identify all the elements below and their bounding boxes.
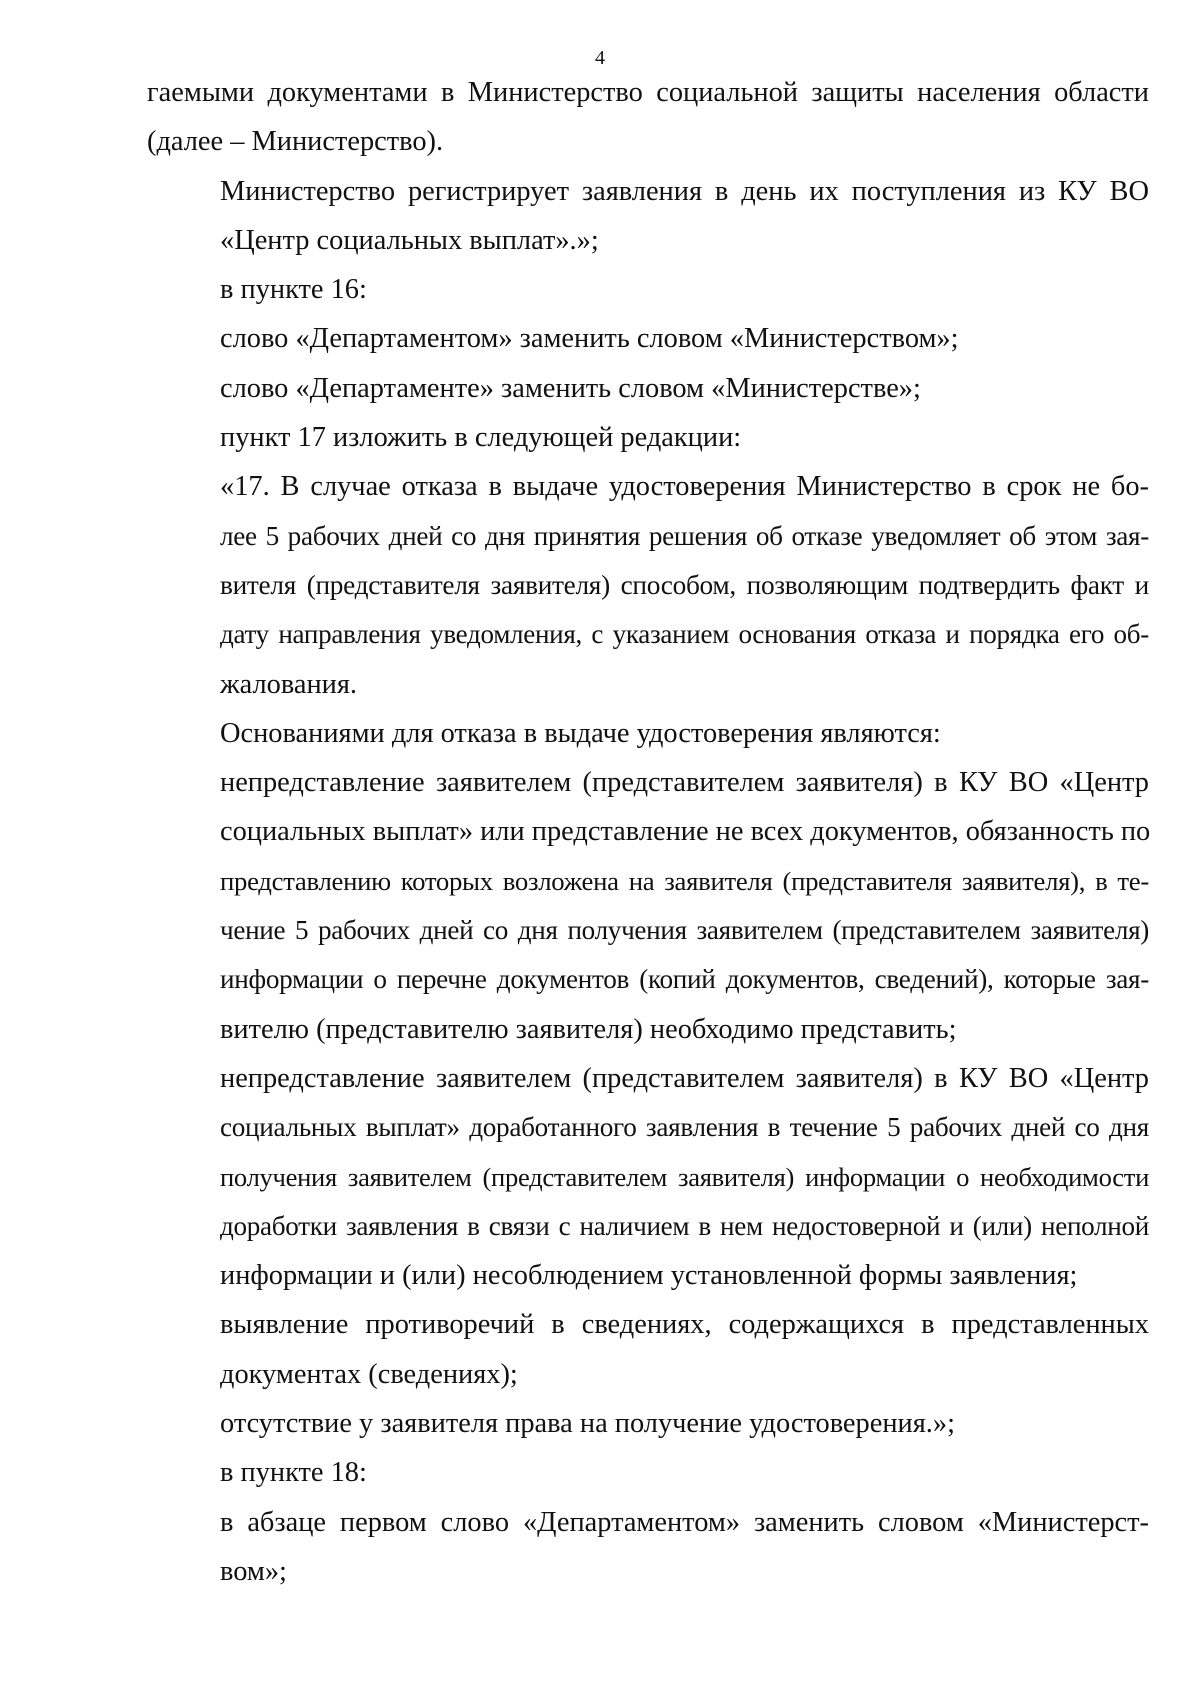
paragraph (147, 1498, 1149, 1597)
paragraph (147, 758, 1149, 1054)
paragraph (147, 265, 1149, 314)
text-line: выявление противоречий в сведениях, содержащихся в представленных (220, 1309, 1149, 1341)
text-line: в пункте 18: (220, 1457, 367, 1489)
text-line: дату направления уведомления, с указанием основания отказа и порядка его об- (220, 619, 1149, 650)
paragraph (147, 1054, 1149, 1300)
text-line: получения заявителем (представителем заявителя) информации о необходимости (220, 1161, 1149, 1192)
paragraph (147, 1300, 1149, 1399)
text-line: отсутствие у заявителя права на получение удостоверения.»; (220, 1408, 955, 1440)
paragraph (147, 314, 1149, 363)
text-line: лее 5 рабочих дней со дня принятия решения об отказе уведомляет об этом зая- (220, 520, 1149, 551)
text-line: слово «Департаментом» заменить словом «Министерством»; (220, 323, 959, 355)
text-line: вителю (представителю заявителя) необходимо представить; (220, 1013, 957, 1045)
paragraph (147, 1399, 1149, 1448)
text-line: непредставление заявителем (представителем заявителя) в КУ ВО «Центр (220, 1062, 1149, 1094)
text-line: социальных выплат» или представление не всех документов, обязанность по (220, 816, 1151, 848)
text-line: непредставление заявителем (представителем заявителя) в КУ ВО «Центр (220, 767, 1149, 799)
paragraph (147, 413, 1149, 462)
paragraph (147, 364, 1149, 413)
text-line: социальных выплат» доработанного заявления в течение 5 рабочих дней со дня (220, 1112, 1149, 1143)
text-line: документах (сведениях); (220, 1358, 518, 1390)
text-line: «17. В случае отказа в выдаче удостоверения Министерство в срок не бо- (220, 471, 1149, 503)
text-line: пункт 17 изложить в следующей редакции: (220, 422, 742, 454)
text-line: чение 5 рабочих дней со дня получения заявителем (представителем заявителя) (220, 915, 1149, 946)
text-line: вом»; (220, 1555, 287, 1587)
text-line: представлению которых возложена на заявителя (представителя заявителя), в те- (220, 865, 1149, 896)
text-line: информации и (или) несоблюдением установленной формы заявления; (220, 1260, 1078, 1292)
text-line: слово «Департаменте» заменить словом «Министерстве»; (220, 372, 921, 404)
text-line: в абзаце первом слово «Департаментом» заменить словом «Министерст- (220, 1506, 1149, 1538)
text-line: (далее – Министерство). (147, 126, 444, 158)
document-body (147, 68, 1149, 1596)
text-line: в пункте 16: (220, 274, 367, 306)
text-line: жалования. (220, 668, 358, 700)
page-number: 4 (595, 47, 605, 69)
text-line: информации о перечне документов (копий документов, сведений), которые зая- (220, 964, 1149, 995)
text-line: доработки заявления в связи с наличием в нем недостоверной и (или) неполной (220, 1210, 1149, 1241)
paragraph (147, 1448, 1149, 1497)
paragraph (147, 167, 1149, 266)
text-line: «Центр социальных выплат».»; (220, 224, 599, 256)
text-line: Министерство регистрирует заявления в день их поступления из КУ ВО (220, 175, 1149, 207)
paragraph (147, 462, 1149, 708)
text-line: Основаниями для отказа в выдаче удостоверения являются: (220, 717, 941, 749)
paragraph (147, 709, 1149, 758)
text-line: вителя (представителя заявителя) способом, позволяющим подтвердить факт и (220, 569, 1149, 600)
text-line: гаемыми документами в Министерство социальной защиты населения области (147, 77, 1149, 108)
paragraph (147, 68, 1149, 167)
